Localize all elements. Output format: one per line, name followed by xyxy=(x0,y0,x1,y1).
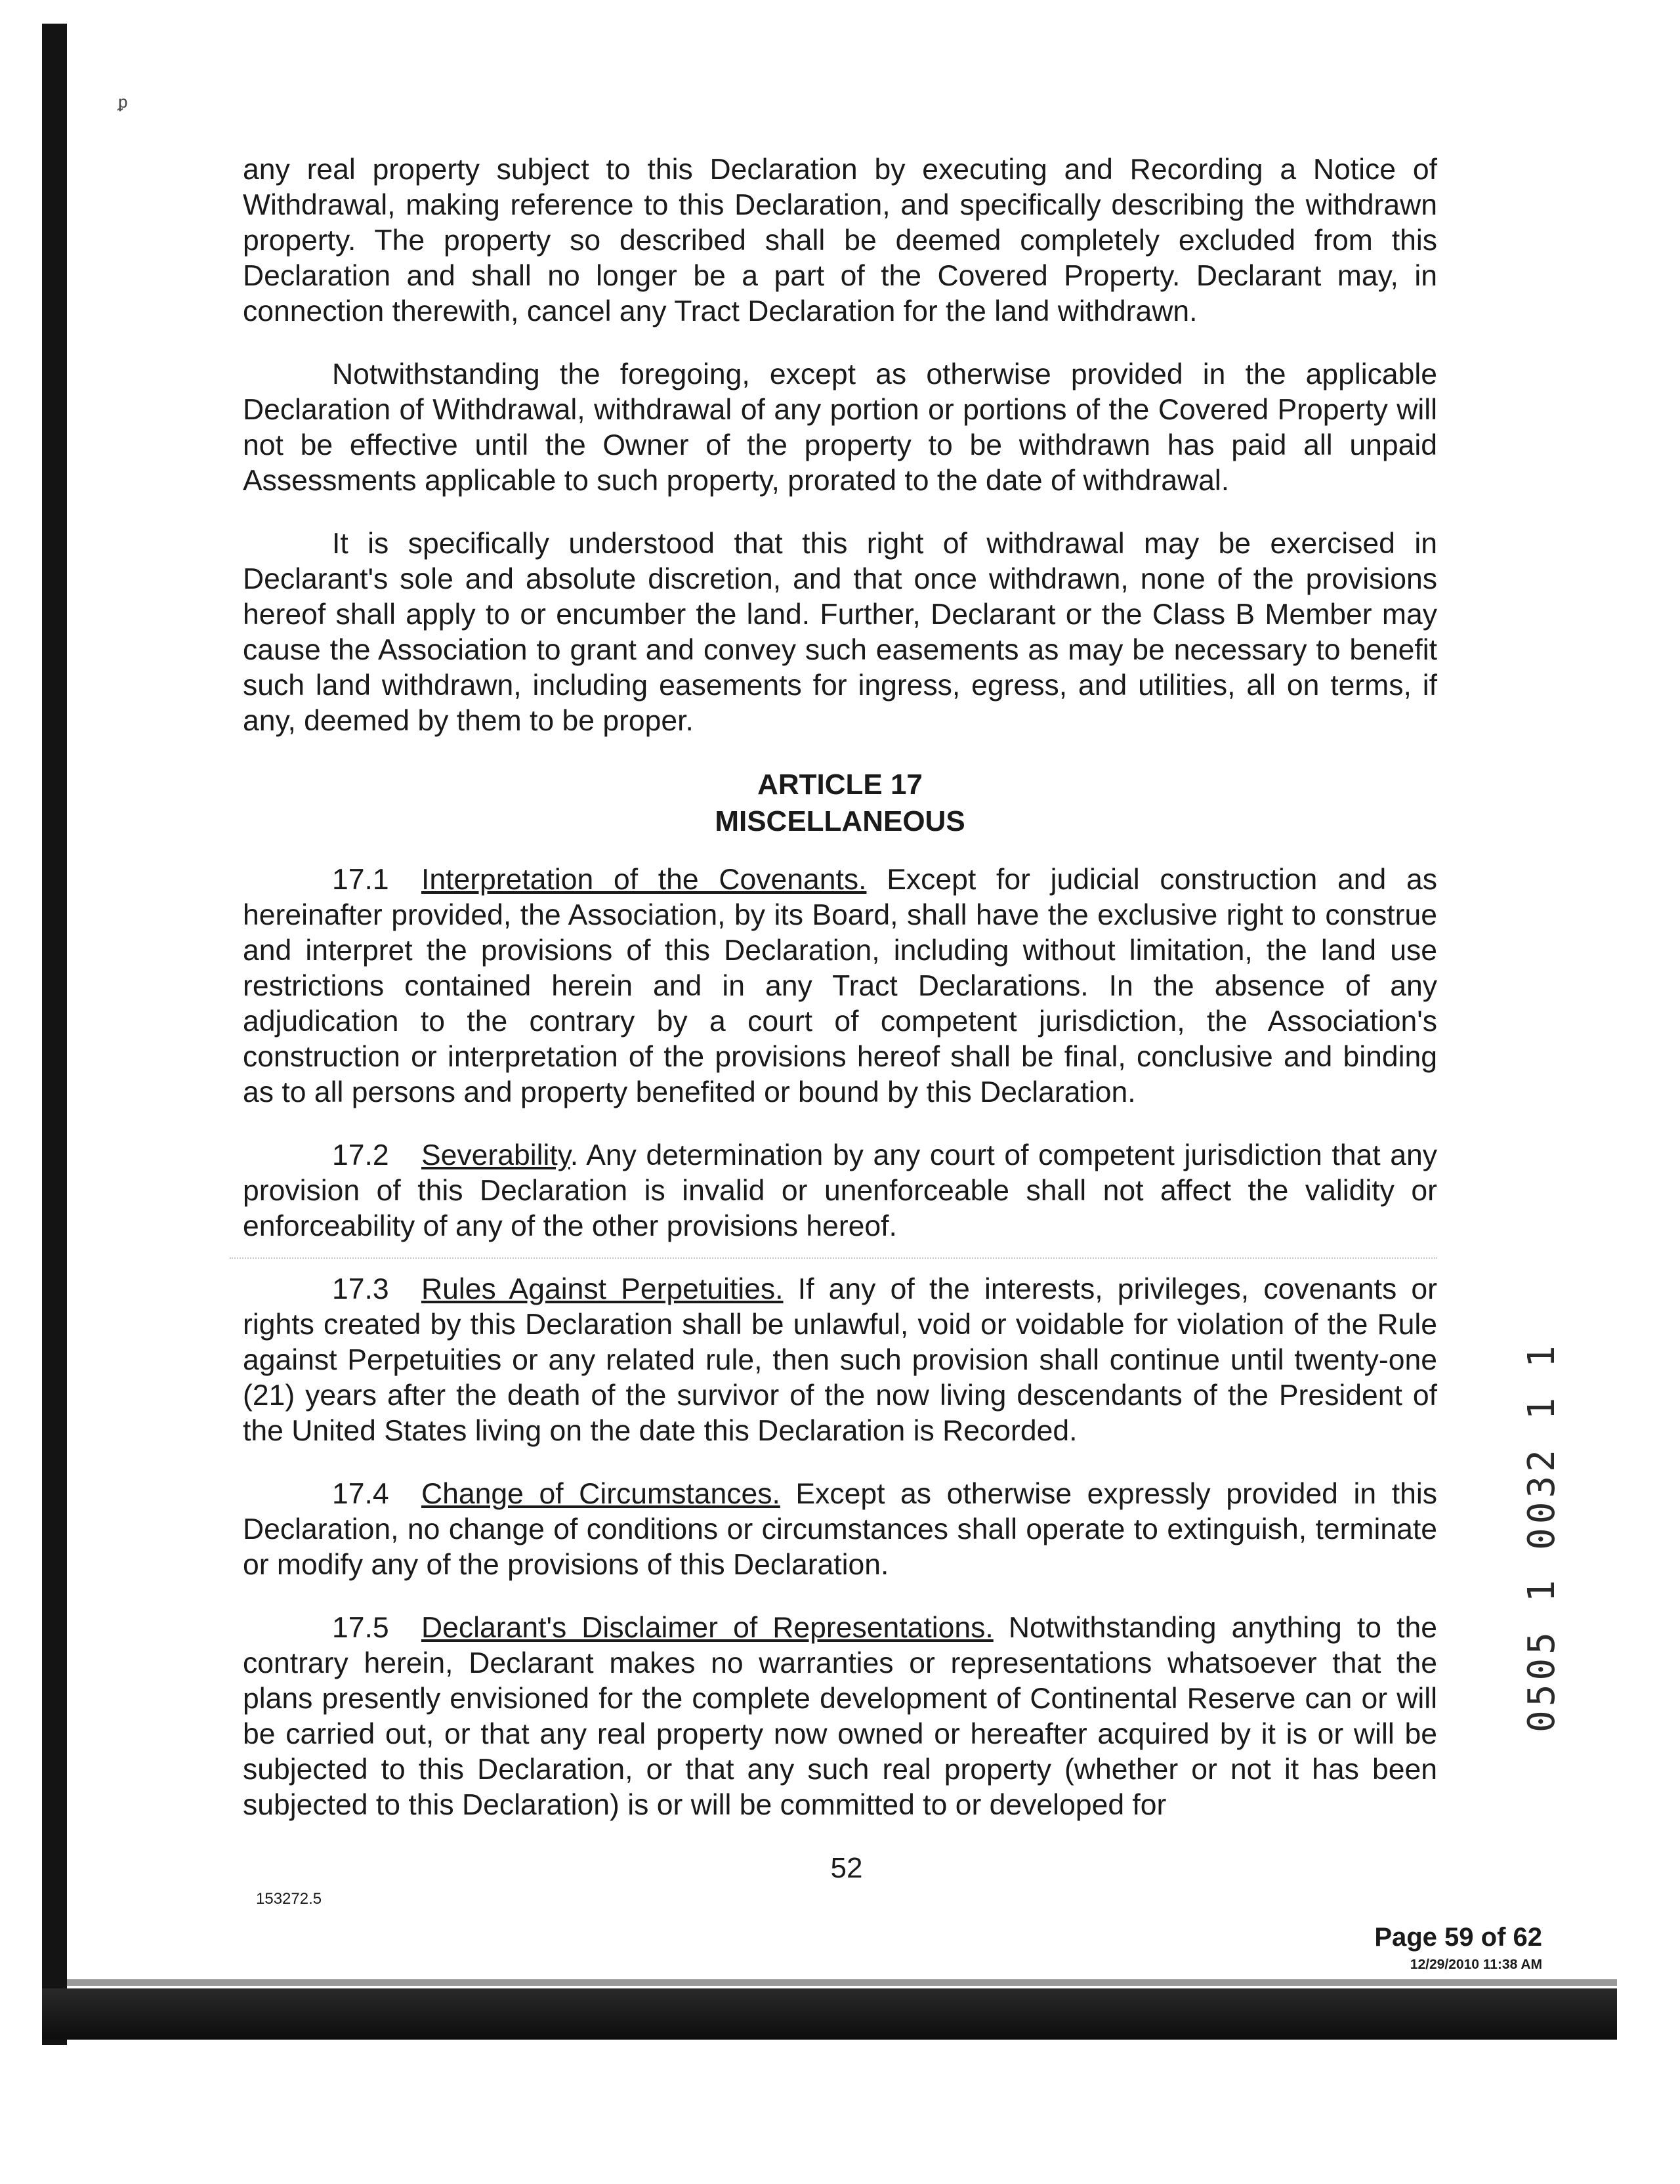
article-title: MISCELLANEOUS xyxy=(715,805,965,837)
section-number: 17.2 xyxy=(332,1139,389,1171)
section-heading: Rules Against Perpetuities. xyxy=(421,1273,784,1305)
section-17-5 xyxy=(243,1610,1437,1823)
section-body: Notwithstanding anything to the contrary herein, Declarant makes no warranties or representations whatsoever that the plans presently envisioned for the complete development of Continental Reserve can or will be carried out, or that any real property now owned or hereafter acquired by it is or will be subjected to this Declaration, or that any such real property (whether or not it has been subjected to this Declaration) is or will be committed to or developed for xyxy=(243,1612,1437,1821)
section-body: If any of the interests, privileges, covenants or rights created by this Declaration shall be unlawful, void or voidable for violation of the Rule against Perpetuities or any related rule, then such provision shall continue until twenty-one (21) years after the death of the survivor of the now living descendants of the President of the United States living on the date this Declaration is Recorded. xyxy=(243,1273,1437,1447)
section-heading: Declarant's Disclaimer of Representations. xyxy=(421,1612,994,1644)
paragraph-withdrawal-notice: any real property subject to this Declaration by executing and Recording a Notice of Withdrawal, making reference to this Declaration, and specifically describing the withdrawn property. The property so described shall be deemed completely excluded from this Declaration and shall no longer be a part of the Covered Property. Declarant may, in connection therewith, cancel any Tract Declaration for the land withdrawn. xyxy=(243,154,1437,327)
section-body: . Any determination by any court of competent jurisdiction that any provision of this Declaration is invalid or unenforceable shall not affect the validity or enforceability of any of the other provisions hereof. xyxy=(243,1139,1437,1242)
section-17-1 xyxy=(243,862,1437,1110)
section-heading: Change of Circumstances. xyxy=(421,1478,780,1510)
section-number: 17.1 xyxy=(332,864,389,896)
scan-left-border xyxy=(42,24,67,2045)
paragraph-withdrawal-discretion: It is specifically understood that this right of withdrawal may be exercised in Declarant's sole and absolute discretion, and that once withdrawn, none of the provisions hereof shall apply to or encumber the land. Further, Declarant or the Class B Member may cause the Association to grant and convey such easements as may be necessary to benefit such land withdrawn, including easements for ingress, egress, and utilities, all on terms, if any, deemed by them to be proper. xyxy=(243,528,1437,737)
page-of-count: Page 59 of 62 xyxy=(1374,1923,1542,1952)
recording-stamp-vertical xyxy=(1516,1341,1595,1732)
article-number: ARTICLE 17 xyxy=(757,768,923,801)
section-body: Except as otherwise expressly provided in this Declaration, no change of conditions or circumstances shall operate to extinguish, terminate or modify any of the provisions of this Declaration. xyxy=(243,1478,1437,1581)
section-heading: Severability xyxy=(421,1139,570,1171)
scan-artifact-line xyxy=(230,1257,1437,1259)
section-heading: Interpretation of the Covenants. xyxy=(421,864,867,896)
article-heading xyxy=(243,766,1437,840)
paragraph-withdrawal-assessments: Notwithstanding the foregoing, except as otherwise provided in the applicable Declaration of Withdrawal, withdrawal of any portion or portions of the Covered Property will not be effective until the Owner of the property to be withdrawn has paid all unpaid Assessments applicable to such property, prorated to the date of withdrawal. xyxy=(243,358,1437,497)
page-number: 52 xyxy=(830,1852,863,1884)
section-number: 17.3 xyxy=(332,1273,389,1305)
section-17-4 xyxy=(243,1477,1437,1583)
section-number: 17.5 xyxy=(332,1612,389,1644)
document-id: 153272.5 xyxy=(256,1890,322,1908)
scan-bottom-border-light xyxy=(67,1979,1617,1986)
section-number: 17.4 xyxy=(332,1478,389,1510)
recording-stamp-text: 0505 1 0032 1 1 xyxy=(1521,1341,1563,1732)
section-17-2 xyxy=(243,1138,1437,1244)
document-body xyxy=(243,152,1437,1851)
recording-timestamp: 12/29/2010 11:38 AM xyxy=(1410,1957,1542,1972)
margin-tick-mark: ᵱ xyxy=(118,92,128,112)
section-body: Except for judicial construction and as hereinafter provided, the Association, by its Board, shall have the exclusive right to construe and interpret the provisions of this Declaration, including without limitation, the land use restrictions contained herein and in any Tract Declarations. In the absence of any adjudication to the contrary by a court of competent jurisdiction, the Association's construction or interpretation of the provisions hereof shall be final, conclusive and binding as to all persons and property benefited or bound by this Declaration. xyxy=(243,864,1437,1108)
scan-bottom-border xyxy=(42,1988,1617,2040)
section-17-3 xyxy=(243,1272,1437,1449)
